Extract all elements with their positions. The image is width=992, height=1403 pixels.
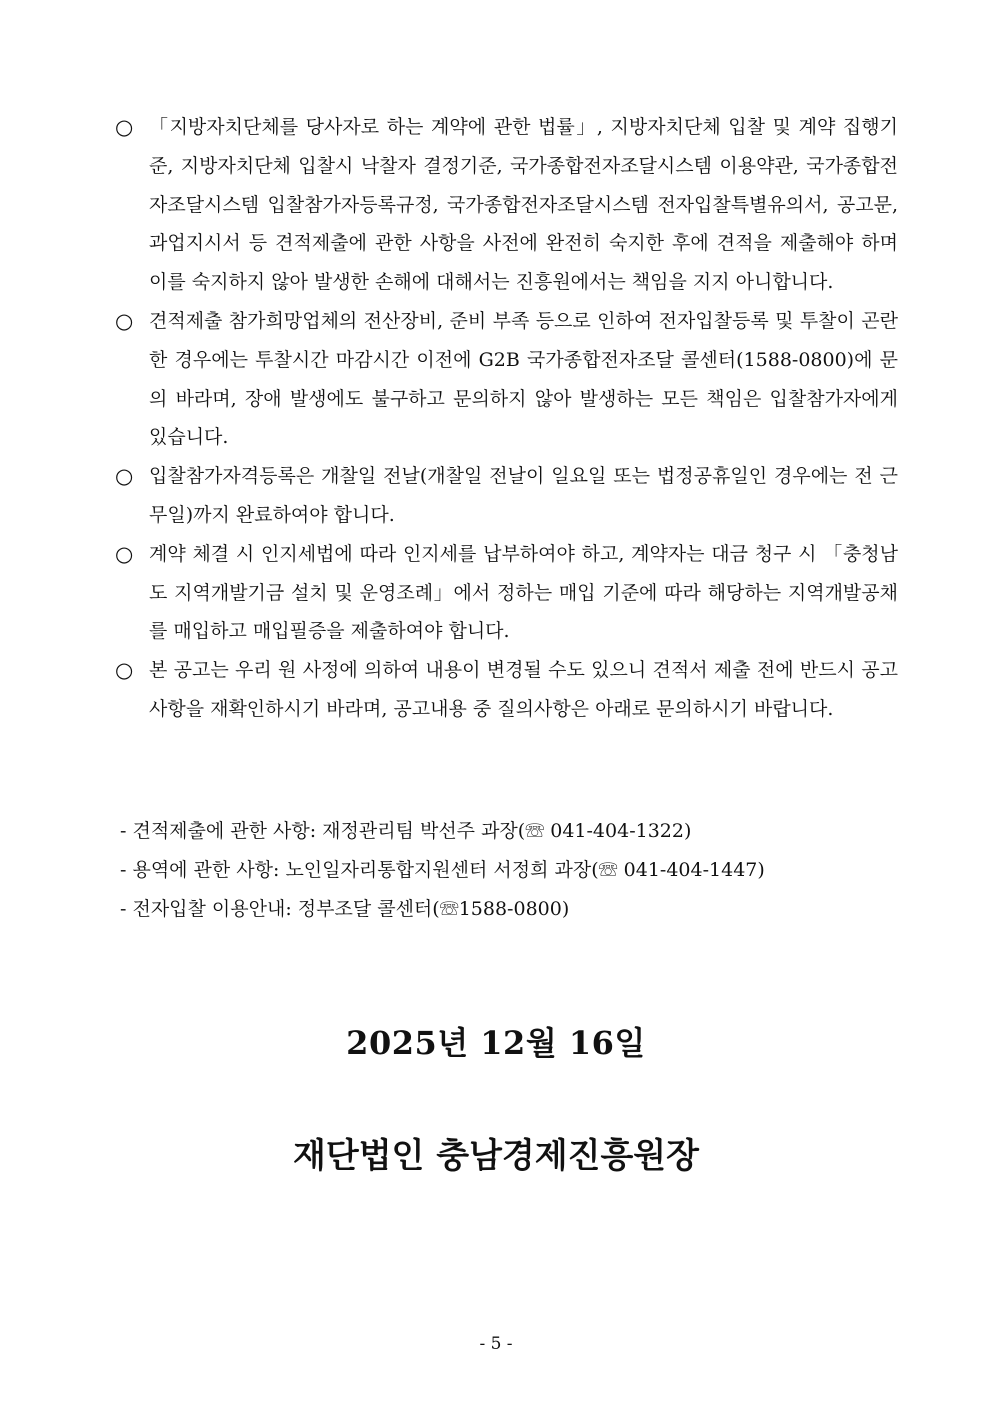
circle-bullet-icon: ○ — [115, 541, 134, 566]
circle-bullet-icon: ○ — [115, 308, 134, 333]
notice-item — [112, 535, 898, 651]
circle-bullet-icon: ○ — [115, 115, 134, 139]
announcement-date: 2025년 12월 16일 — [346, 1024, 646, 1062]
notice-list — [112, 108, 898, 729]
contact-list — [120, 812, 900, 928]
circle-bullet-icon: ○ — [115, 658, 134, 683]
notice-text-equipment: 견적제출 참가희망업체의 전산장비, 준비 부족 등으로 인하여 전자입찰등록 및 투찰이 곤란한 경우에는 투찰시간 마감시간 이전에 G2B 국가종합전자조달 콜센터(1588-0800)에 문의 바라며, 장애 발생에도 불구하고 문의하지 않아 발생하는 모든 책임은 입찰참가자에게 있습니다. — [149, 309, 898, 449]
circle-bullet-icon: ○ — [115, 464, 134, 489]
page-number: - 5 - — [479, 1334, 513, 1354]
notice-item — [112, 651, 898, 729]
notice-item — [112, 302, 898, 457]
notice-item — [112, 457, 898, 535]
notice-text-stamp-tax: 계약 체결 시 인지세법에 따라 인지세를 납부하여야 하고, 계약자는 대금 청구 시 「충청남도 지역개발기금 설치 및 운영조례」에서 정하는 매입 기준에 따라 해당하는 지역개발공채를 매입하고 매입필증을 제출하여야 합니다. — [149, 542, 898, 643]
notice-text-changes: 본 공고는 우리 원 사정에 의하여 내용이 변경될 수도 있으니 견적서 제출 전에 반드시 공고사항을 재확인하시기 바라며, 공고내용 중 질의사항은 아래로 문의하시기 바랍니다. — [149, 659, 898, 720]
notice-text-legal: 「지방자치단체를 당사자로 하는 계약에 관한 법률」, 지방자치단체 입찰 및 계약 집행기준, 지방자치단체 입찰시 낙찰자 결정기준, 국가종합전자조달시스템 이용약관, 국가종합전자조달시스템 입찰참가자등록규정, 국가종합전자조달시스템 전자입찰특별유의서, 공고문, 과업지시서 등 견적제출에 관한 사항을 사전에 완전히 숙지한 후에 견적을 제출해야 하며 이를 숙지하지 않아 발생한 손해에 대해서는 진흥원에서는 책임을 지지 아니합니다. — [149, 116, 898, 294]
contact-service: - 용역에 관한 사항: 노인일자리통합지원센터 서정희 과장(☏ 041-404-1447) — [120, 858, 765, 881]
contact-e-bidding: - 전자입찰 이용안내: 정부조달 콜센터(☏1588-0800) — [120, 897, 570, 920]
issuing-organization: 재단법인 충남경제진흥원장 — [293, 1136, 699, 1176]
notice-item — [112, 108, 898, 302]
contact-estimate: - 견적제출에 관한 사항: 재정관리팀 박선주 과장(☏ 041-404-1322) — [120, 820, 692, 842]
notice-text-registration: 입찰참가자격등록은 개찰일 전날(개찰일 전날이 일요일 또는 법정공휴일인 경우에는 전 근무일)까지 완료하여야 합니다. — [149, 465, 898, 526]
